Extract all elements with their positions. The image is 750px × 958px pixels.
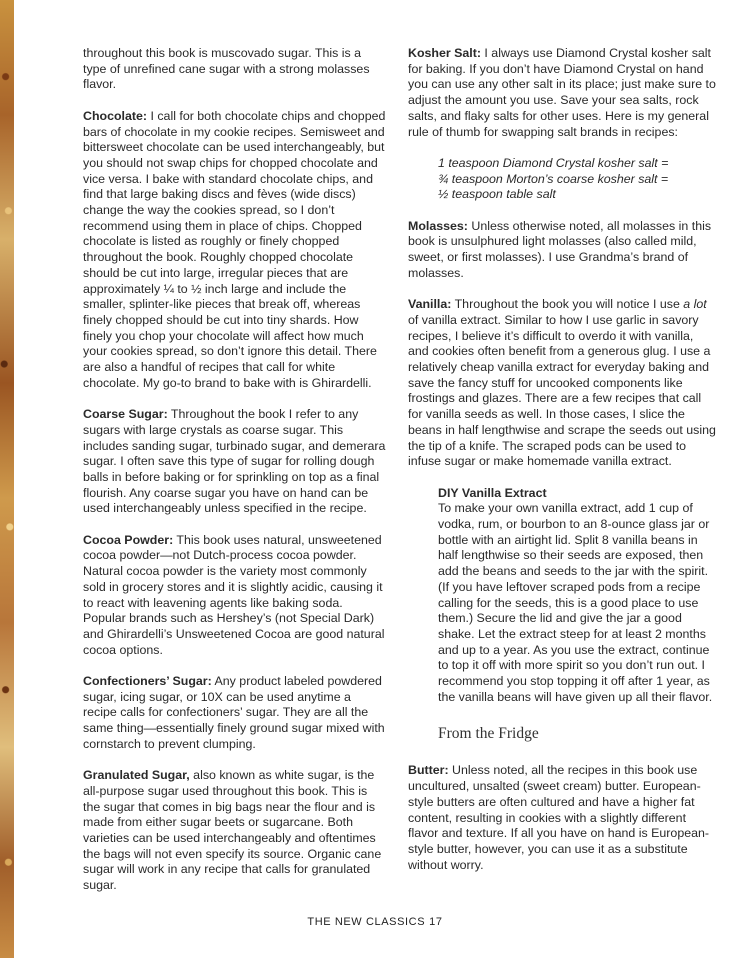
entry-term: Molasses: <box>408 218 468 233</box>
cookie-photo-edge <box>0 0 14 958</box>
entry-granulated-sugar <box>83 768 387 894</box>
entry-confectioners-sugar <box>83 674 387 753</box>
sidebar-text: To make your own vanilla extract, add 1 cup of vodka, rum, or bourbon to an 8-ounce glass jar or bottle with an airtight lid. Split 8 vanilla beans in half lengthwise so their seeds are exposed, then add the beans and seeds to the jar with the spirit. (If you have leftover scraped pods from a recipe calling for the seeds, this is a good place to use them.) Secure the lid and give the jar a good shake. Let the extract steep for at least 2 months and up to a year. As you use the extract, continue to top it off with more spirit so you don’t run out. I recommend you stop topping it off after 1 year, as the vanilla beans will have given up all their flavor. <box>438 501 713 704</box>
left-column <box>83 46 387 910</box>
entry-kosher-salt <box>408 46 716 140</box>
entry-term: Chocolate: <box>83 108 148 123</box>
entry-term: Vanilla: <box>408 297 452 312</box>
entry-text: Unless otherwise noted, all molasses in this book is unsulphured light molasses (also called mild, sweet, or first molasses). I use Grandma’s brand of molasses. <box>408 218 712 280</box>
entry-term: Confectioners’ Sugar: <box>83 674 212 689</box>
conversion-line: 1 teaspoon Diamond Crystal kosher salt = <box>438 155 669 170</box>
conversion-line: ½ teaspoon table salt <box>438 187 556 202</box>
page-footer <box>0 916 750 928</box>
entry-term: Butter: <box>408 763 449 778</box>
entry-chocolate <box>83 109 387 392</box>
entry-cocoa-powder <box>83 533 387 659</box>
page-number: 17 <box>429 916 443 928</box>
entry-text: Any product labeled powdered sugar, icing sugar, or 10X can be used anytime a recipe calls for confectioners’ sugar. They are all the same thing—essentially finely ground sugar mixed with cornstarch to prevent clumping. <box>83 674 385 751</box>
sidebar-title: DIY Vanilla Extract <box>438 485 547 500</box>
entry-text: I call for both chocolate chips and chopped bars of chocolate in my cookie recipes. Semisweet and bittersweet chocolate can be used interchangeably, but you should not swap chips for chopped chocolate and vice versa. I bake with standard chocolate chips, and find that large baking discs and fèves (wide discs) change the way the cookies spread, so I don’t recommend using them in place of chips. Chopped chocolate is listed as roughly or finely chopped throughout the book. Roughly chopped chocolate should be cut into large, irregular pieces that are approximately ¼ to ½ inch large and include the smaller, splinter-like pieces that break off, whereas finely chopped should be cut into tiny shards. How finely you chop your chocolate will affect how much your cookies spread, so don’t ignore this detail. There are also a handful of recipes that call for white chocolate. My go-to brand to bake with is Ghirardelli. <box>83 108 386 390</box>
entry-vanilla <box>408 297 716 470</box>
entry-molasses <box>408 219 716 282</box>
entry-text: Throughout the book you will notice I use <box>451 297 684 312</box>
entry-term: Cocoa Powder: <box>83 532 174 547</box>
entry-text: Unless noted, all the recipes in this book use uncultured, unsalted (sweet cream) butter. European-style butters are often cultured and have a higher fat content, resulting in cookies with a slightly different flavor and texture. If all you have on hand is European-style butter, however, you can use it as a substitute without worry. <box>408 763 710 872</box>
running-head: THE NEW CLASSICS <box>307 916 426 928</box>
entry-term: Coarse Sugar: <box>83 407 168 422</box>
salt-conversion <box>438 156 716 203</box>
entry-text: Throughout the book I refer to any sugars with large crystals as coarse sugar. This includes sanding sugar, turbinado sugar, and demerara sugar. I often save this type of sugar for rolling dough balls in before baking or for sprinkling on top as a final flourish. Any coarse sugar you have on hand can be used interchangeably unless specified in the recipe. <box>83 407 386 516</box>
entry-text: of vanilla extract. Similar to how I use garlic in savory recipes, I believe it’s difficult to overdo it with vanilla, and cookies often benefit from a generous glug. I use a relatively cheap vanilla extract for everyday baking and save the fancy stuff for uncooked components like frostings and glazes. There are a few recipes that call for vanilla seeds as well. In those cases, I slice the beans in half lengthwise and scrape the seeds out using the tip of a knife. The scraped pods can be used to infuse sugar or make homemade vanilla extract. <box>408 312 716 469</box>
right-column <box>408 46 716 889</box>
entry-term: Kosher Salt: <box>408 46 481 60</box>
diy-vanilla-sidebar <box>438 486 716 706</box>
entry-term: Granulated Sugar, <box>83 768 190 783</box>
entry-butter <box>408 763 716 873</box>
entry-emphasis: a lot <box>683 297 707 312</box>
section-heading: From the Fridge <box>438 725 539 743</box>
intro-paragraph: throughout this book is muscovado sugar. This is a type of unrefined cane sugar with a strong molasses flavor. <box>83 46 370 92</box>
conversion-line: ¾ teaspoon Morton’s coarse kosher salt = <box>438 171 669 186</box>
entry-coarse-sugar <box>83 407 387 517</box>
entry-text: This book uses natural, unsweetened cocoa powder—not Dutch-process cocoa powder. Natural cocoa powder is the variety most commonly sold in grocery stores and it is slightly acidic, causing it to react with leavening agents like baking soda. Popular brands such as Hershey’s (not Special Dark) and Ghirardelli’s Unsweetened Cocoa are good natural cocoa options. <box>83 532 385 657</box>
entry-text: also known as white sugar, is the all-purpose sugar used throughout this book. This is the sugar that comes in big bags near the flour and is made from either sugar beets or sugarcane. Both varieties can be used interchangeably and oftentimes the bags will not even specify its source. Organic cane sugar will work in any recipe that calls for granulated sugar. <box>83 768 382 893</box>
entry-text: I always use Diamond Crystal kosher salt for baking. If you don’t have Diamond Crystal on hand you can use any other salt in its place; just make sure to adjust the amount you use. Save your sea salts, rock salts, and flaky salts for other uses. Here is my general rule of thumb for swapping salt brands in recipes: <box>408 46 716 139</box>
